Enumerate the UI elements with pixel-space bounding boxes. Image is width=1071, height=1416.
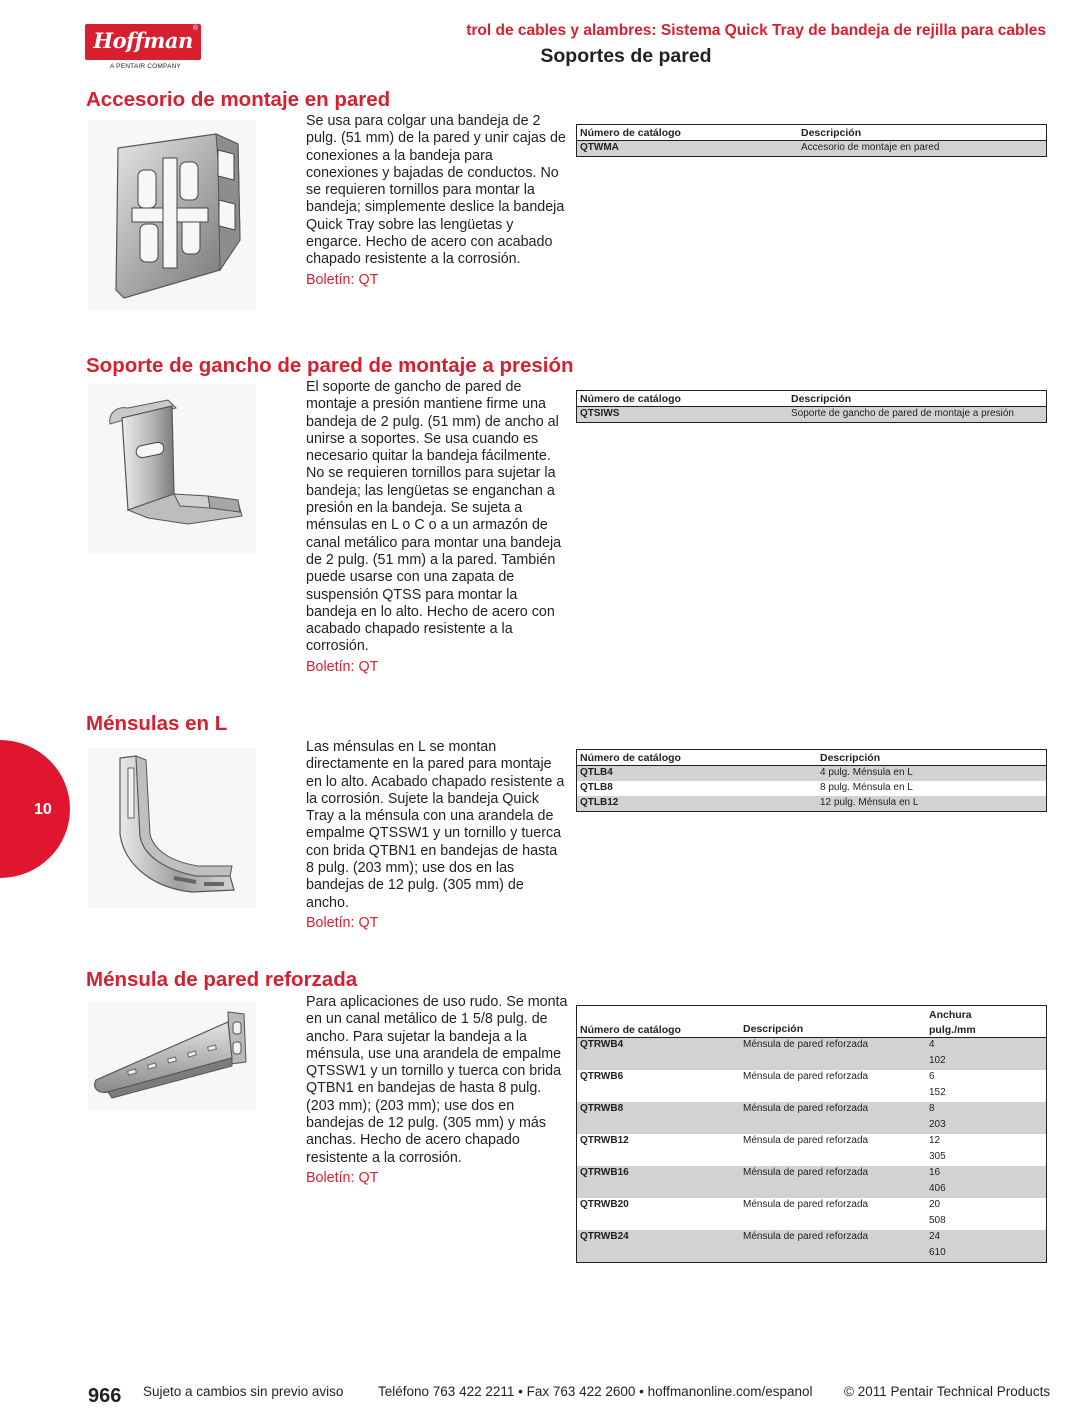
cell-catalog: QTRWB6 [580, 1071, 624, 1082]
bulletin-link[interactable]: Boletín: QT [306, 271, 379, 288]
catalog-table [576, 749, 1047, 812]
wall-mount-accessory-image [88, 120, 256, 310]
cell-catalog: QTRWB4 [580, 1039, 624, 1050]
table-row [577, 766, 1046, 781]
column-header-description: Descripción [820, 752, 881, 764]
section-title-l-brackets: Ménsulas en L [86, 712, 228, 735]
column-header-description: Descripción [791, 393, 852, 405]
column-header-catalog: Número de catálogo [580, 127, 681, 139]
table-header [577, 1006, 1046, 1038]
cell-width-mm: 305 [929, 1151, 946, 1162]
cell-width-mm: 508 [929, 1215, 946, 1226]
chapter-number: 10 [34, 801, 52, 818]
heavy-duty-wall-bracket-image [88, 1002, 256, 1110]
cell-description: Ménsula de pared reforzada [743, 1071, 869, 1082]
cell-description: Soporte de gancho de pared de montaje a presión [791, 408, 1014, 419]
section-description [306, 379, 568, 676]
cell-width-mm: 102 [929, 1055, 946, 1066]
column-header-catalog: Número de catálogo [580, 393, 681, 405]
cell-catalog: QTRWB12 [580, 1135, 629, 1146]
section-title-wall-mount-accessory: Accesorio de montaje en pared [86, 88, 391, 111]
cell-width-in: 16 [929, 1167, 941, 1178]
cell-catalog: QTSIWS [580, 408, 620, 419]
description-text: Para aplicaciones de uso rudo. Se monta en un canal metálico de 1 5/8 pulg. de ancho. Para sujetar la bandeja a la ménsula, use una arandela de empalme QTSSW1 y un tornillo y tuerca con brida QTBN1 en bandejas de hasta 8 pulg. (203 mm); (203 mm); use dos en bandejas de 12 pulg. (305 mm) y más anchas. Hecho de acero chapado resistente a la corrosión. [306, 994, 568, 1166]
cell-width-mm: 610 [929, 1247, 946, 1258]
cell-catalog: QTLB12 [580, 797, 619, 808]
cell-catalog: QTRWB16 [580, 1167, 629, 1178]
footer-notice: Sujeto a cambios sin previo aviso [143, 1384, 344, 1399]
cell-description: Ménsula de pared reforzada [743, 1167, 869, 1178]
table-row [577, 141, 1046, 156]
footer-contact: Teléfono 763 422 2211 • Fax 763 422 2600 • hoffmanonline.com/espanol [378, 1384, 813, 1399]
table-row [577, 1230, 1046, 1262]
description-text: Las ménsulas en L se montan directamente en la pared para montaje en lo alto. Acabado chapado resistente a la corrosión. Sujete la bandeja Quick Tray a la ménsula con una arandela de empalme QTSSW1 y un tornillo y tuerca con brida QTBN1 en bandejas de hasta 8 pulg. (203 mm); use dos en las bandejas de 12 pulg. (305 mm) de ancho. [306, 739, 565, 911]
column-header-description: Descripción [801, 127, 862, 139]
table-row [577, 1166, 1046, 1198]
bulletin-link[interactable]: Boletín: QT [306, 658, 379, 675]
l-bracket-image [88, 748, 256, 908]
column-header-description: Descripción [743, 1023, 804, 1035]
cell-width-in: 8 [929, 1103, 935, 1114]
section-description [306, 113, 568, 289]
table-header [577, 125, 1046, 141]
cell-catalog: QTLB4 [580, 767, 613, 778]
cell-width-mm: 406 [929, 1183, 946, 1194]
cell-catalog: QTRWB24 [580, 1231, 629, 1242]
cell-description: Ménsula de pared reforzada [743, 1103, 869, 1114]
cell-catalog: QTWMA [580, 142, 619, 153]
bulletin-link[interactable]: Boletín: QT [306, 914, 379, 931]
table-row [577, 1134, 1046, 1166]
bulletin-link[interactable]: Boletín: QT [306, 1169, 379, 1186]
table-header [577, 391, 1046, 407]
section-description [306, 739, 568, 932]
catalog-table [576, 124, 1047, 157]
catalog-table [576, 1005, 1047, 1263]
logo-registered-mark: ® [192, 25, 198, 32]
cell-width-mm: 152 [929, 1087, 946, 1098]
logo-tagline: A PENTAIR COMPANY [110, 63, 182, 70]
cell-description: Ménsula de pared reforzada [743, 1039, 869, 1050]
cell-description: 4 pulg. Ménsula en L [820, 767, 913, 778]
section-description [306, 994, 568, 1187]
cell-description: Ménsula de pared reforzada [743, 1135, 869, 1146]
section-title-heavy-duty-wall-bracket: Ménsula de pared reforzada [86, 968, 358, 991]
table-row [577, 796, 1046, 811]
cell-width-mm: 203 [929, 1119, 946, 1130]
footer-copyright: © 2011 Pentair Technical Products [844, 1384, 1051, 1399]
column-header-width: Anchura [929, 1009, 972, 1021]
cell-width-in: 20 [929, 1199, 941, 1210]
cell-width-in: 24 [929, 1231, 941, 1242]
logo-text: Hoffman [93, 28, 193, 53]
catalog-table [576, 390, 1047, 423]
cell-description: 12 pulg. Ménsula en L [820, 797, 919, 808]
column-header-catalog: Número de catálogo [580, 1024, 681, 1036]
cell-catalog: QTLB8 [580, 782, 613, 793]
table-row [577, 781, 1046, 796]
description-text: Se usa para colgar una bandeja de 2 pulg. (51 mm) de la pared y unir cajas de conexiones a la bandeja para conexiones y bajadas de conductos. No se requieren tornillos para montar la bandeja; simplemente deslice la bandeja Quick Tray sobre las lengüetas y engarce. Hecho de acero con acabado chapado resistente a la corrosión. [306, 113, 566, 268]
description-text: El soporte de gancho de pared de montaje a presión mantiene firme una bandeja de 2 pulg. (51 mm) de ancho al unirse a soportes. Se usa cuando es necesario quitar la bandeja fácilmente. No se requieren tornillos para sujetar la bandeja; las lengüetas se enganchan a presión en la bandeja. Se sujeta a ménsulas en L o C o a un armazón de canal metálico para montar una bandeja de 2 pulg. (51 mm) a la pared. También puede usarse con una zapata de suspensión QTSS para montar la bandeja en lo alto. Hecho de acero con acabado chapado resistente a la corrosión. [306, 379, 562, 655]
cell-width-in: 6 [929, 1071, 935, 1082]
header-title: trol de cables y alambres: Sistema Quick Tray de bandeja de rejilla para cables [466, 22, 1046, 39]
snap-hook-bracket-image [88, 384, 256, 554]
table-header [577, 750, 1046, 766]
table-row [577, 1198, 1046, 1230]
page-subtitle: Soportes de pared [540, 45, 712, 67]
table-row [577, 1038, 1046, 1070]
section-title-snap-hook-bracket: Soporte de gancho de pared de montaje a presión [86, 354, 574, 377]
cell-description: Ménsula de pared reforzada [743, 1199, 869, 1210]
cell-description: Ménsula de pared reforzada [743, 1231, 869, 1242]
cell-width-in: 4 [929, 1039, 935, 1050]
cell-description: 8 pulg. Ménsula en L [820, 782, 913, 793]
table-row [577, 1102, 1046, 1134]
column-header-units: pulg./mm [929, 1024, 976, 1036]
table-row [577, 1070, 1046, 1102]
page-number: 966 [88, 1385, 122, 1407]
cell-catalog: QTRWB20 [580, 1199, 629, 1210]
cell-catalog: QTRWB8 [580, 1103, 624, 1114]
cell-width-in: 12 [929, 1135, 941, 1146]
cell-description: Accesorio de montaje en pared [801, 142, 940, 153]
column-header-catalog: Número de catálogo [580, 752, 681, 764]
table-row [577, 407, 1046, 422]
